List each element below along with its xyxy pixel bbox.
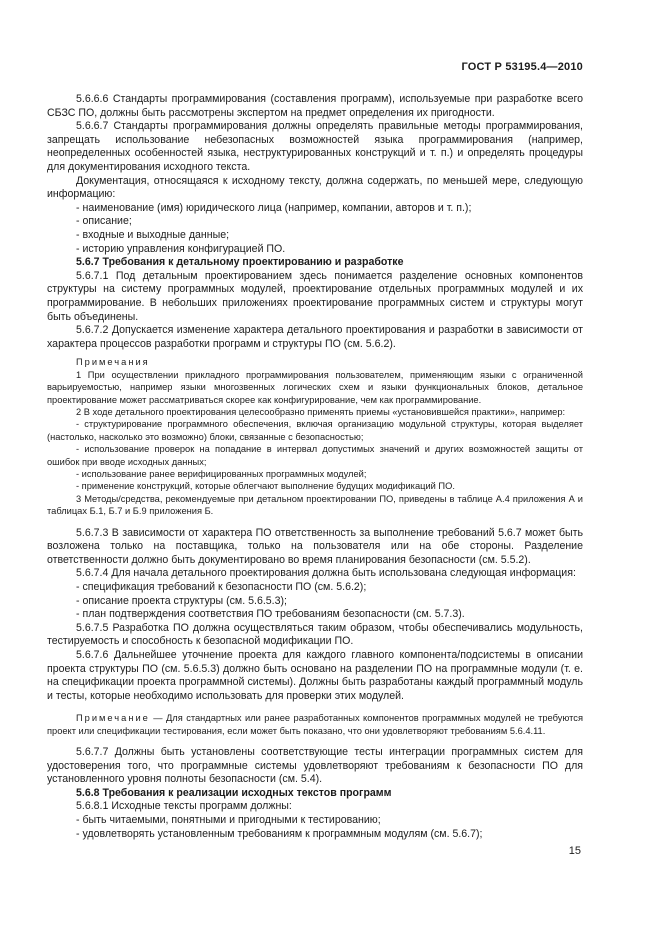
- paragraph-5-6-8-1: 5.6.8.1 Исходные тексты программ должны:: [76, 800, 292, 813]
- list-item: - входные и выходные данные;: [76, 228, 230, 241]
- note-text: — Для стандартных или ранее разработанных компонентов программных модулей не требуются проект или спецификации тестирования, если может быть показано, что они удовлетворяют требованиям 5.6.4.11.: [47, 713, 583, 736]
- note-list-item: - структурирование программного обеспечения, включая организацию модульной структуры, которая выделяет (настолько, насколько это возможно) блоки, связанные с безопасностью;: [47, 419, 583, 442]
- paragraph-5-6-6-6: 5.6.6.6 Стандарты программирования (составления программ), используемые при разработке всего СБЗС ПО, должны быть рассмотрены экспертом на предмет определения их пригодности.: [47, 93, 583, 119]
- list-item: - спецификация требований к безопасности ПО (см. 5.6.2);: [76, 580, 367, 593]
- paragraph-5-6-6-7: 5.6.6.7 Стандарты программирования должны определять правильные методы программирования, запрещать использование небезопасных возможностей языка программирования (например, неопределенных особенностей языка, неструктурированных конструкций и т. п.) и определять процедуры для документирования исходного текста.: [47, 120, 583, 173]
- notes-title: Примечания: [76, 357, 150, 368]
- paragraph-5-6-7-7: 5.6.7.7 Должны быть установлены соответствующие тесты интеграции программных систем для удостоверения того, что программные системы удовлетворяют требованиям к безопасности ПО для установленного уровня полноты безопасности (см. 5.4).: [47, 746, 583, 786]
- note-2: 2 В ходе детального проектирования целесообразно применять приемы «установившейся практики», например:: [76, 406, 566, 417]
- list-item: - план подтверждения соответствия ПО требованиям безопасности (см. 5.7.3).: [76, 608, 465, 621]
- note-list-item: - использование проверок на попадание в интервал допустимых значений и других возможностей защиты от ошибок при вводе исходных данных;: [47, 444, 583, 467]
- note-paragraph: [47, 712, 583, 737]
- list-item: - описание проекта структуры (см. 5.6.5.3);: [76, 594, 287, 607]
- note-list-item: - использование ранее верифицированных программных модулей;: [76, 468, 367, 479]
- section-heading-5-6-7: 5.6.7 Требования к детальному проектированию и разработке: [76, 256, 404, 269]
- list-item: - описание;: [76, 215, 132, 228]
- paragraph-5-6-7-4: 5.6.7.4 Для начала детального проектирования должна быть использована следующая информация:: [76, 567, 576, 580]
- section-heading-5-6-8: 5.6.8 Требования к реализации исходных текстов программ: [76, 786, 392, 799]
- note-1: 1 При осуществлении прикладного программирования пользователем, применяющим языки с ограниченной варьируемостью, например языки многозвенных логических схем и языки функциональных блоков, детальное проектирование может рассматриваться скорее как конфигурирование, чем как программирование.: [47, 369, 583, 405]
- list-item: - наименование (имя) юридического лица (например, компании, авторов и т. п.);: [76, 201, 472, 214]
- note-label: Примечание: [76, 713, 150, 724]
- paragraph-documentation: Документация, относящаяся к исходному тексту, должна содержать, по меньшей мере, следующую информацию:: [47, 174, 583, 201]
- paragraph-5-6-7-2: 5.6.7.2 Допускается изменение характера детального проектирования и разработки в зависимости от характера процессов разработки программ и структуры ПО (см. 5.6.2).: [47, 324, 583, 350]
- paragraph-5-6-7-3: 5.6.7.3 В зависимости от характера ПО ответственность за выполнение требований 5.6.7 может быть возложена только на поставщика, только на пользователя или на обе стороны. Разделение ответственности должно быть документировано во время планирования безопасности (см. 5.5.2).: [47, 526, 583, 566]
- list-item: - удовлетворять установленным требованиям к программным модулям (см. 5.6.7);: [76, 827, 483, 840]
- paragraph-5-6-7-6: 5.6.7.6 Дальнейшее уточнение проекта для каждого главного компонента/подсистемы в описании проекта структуры ПО (см. 5.6.5.3) должно быть основано на разделении ПО на программные модули (т. е. на спецификации проекта программной системы). Должны быть разработаны каждый программный модуль и тесты, которые необходимо использовать для проверки этих модулей.: [47, 648, 583, 702]
- page-body: [47, 93, 583, 841]
- note-3: 3 Методы/средства, рекомендуемые при детальном проектировании ПО, приведены в таблице А.4 приложения А и таблицах Б.1, Б.7 и Б.9 приложения Б.: [47, 493, 583, 517]
- standard-header: ГОСТ Р 53195.4—2010: [461, 61, 583, 73]
- list-item: - быть читаемыми, понятными и пригодными к тестированию;: [76, 814, 381, 827]
- paragraph-5-6-7-5: 5.6.7.5 Разработка ПО должна осуществляться таким образом, чтобы обеспечивались модульность, тестируемость и способность к безопасной модификации ПО.: [47, 621, 583, 648]
- page-number: 15: [568, 845, 581, 857]
- list-item: - историю управления конфигурацией ПО.: [76, 242, 286, 255]
- paragraph-5-6-7-1: 5.6.7.1 Под детальным проектированием здесь понимается разделение основных компонентов структуры на систему программных модулей, проектирование отдельных программных модулей и их программирование. В небольших приложениях проектирование программных систем и структуры могут быть объединены.: [47, 269, 583, 323]
- note-list-item: - применение конструкций, которые облегчают выполнение будущих модификаций ПО.: [76, 481, 455, 492]
